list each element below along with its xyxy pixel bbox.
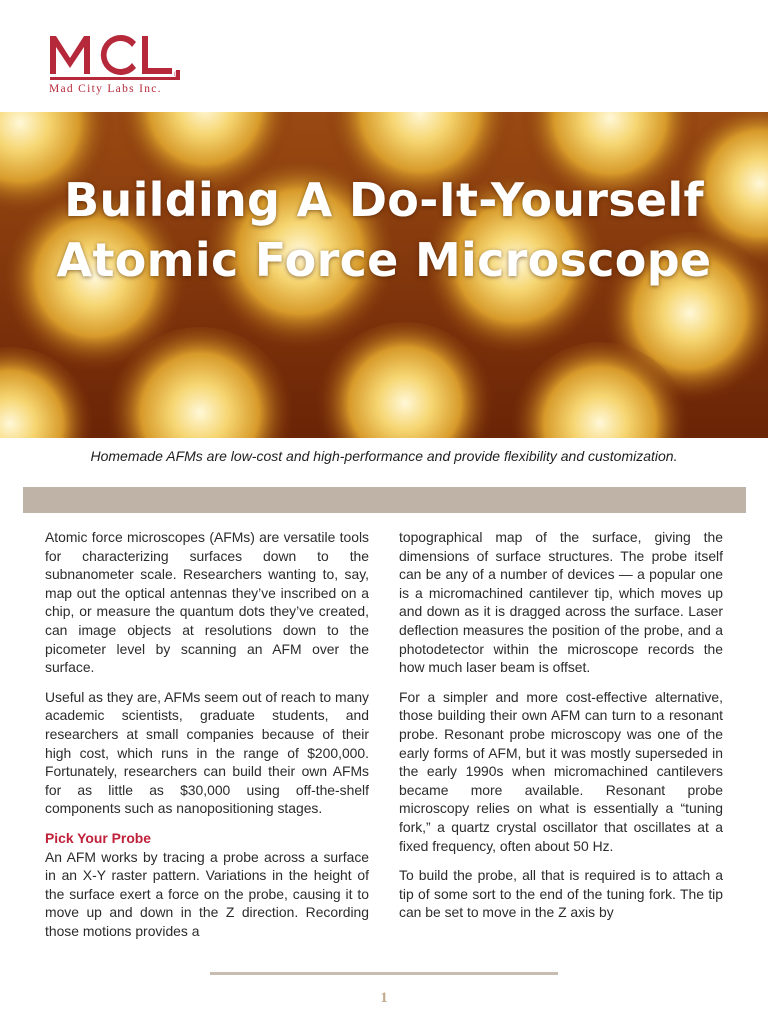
company-name: Mad City Labs Inc. <box>49 83 162 95</box>
paragraph: To build the probe, all that is required is to attach a tip of some sort to the end of the tuning fork. The tip can be set to move in the Z axis by <box>399 867 723 921</box>
paragraph: An AFM works by tracing a probe across a surface in an X-Y raster pattern. Variations in the height of the surface exert a force on the probe, causing it to move up and down in the Z direction. Recording those motions provides a <box>45 848 369 939</box>
title-line-2: Atomic Force Microscope <box>56 233 712 287</box>
paragraph: topographical map of the surface, giving the dimensions of surface structures. The probe itself can be any of a number of devices — a popular one is a micromachined cantilever tip, which moves up and down as it is dragged across the surface. Laser deflection measures the position of the probe, and a photodetector within the microscope records the how much laser beam is offset. <box>399 529 723 676</box>
left-column <box>45 528 369 940</box>
page-number: 1 <box>380 990 388 1006</box>
title-line-1: Building A Do-It-Yourself <box>64 173 704 227</box>
mcl-logo-mark <box>48 30 188 80</box>
right-column <box>399 528 723 922</box>
footer-rule <box>210 972 558 975</box>
paragraph: Useful as they are, AFMs seem out of reach to many academic scientists, graduate students, and researchers at small companies because of their high cost, which runs in the range of $200,000. Fortunately, researchers can build their own AFMs for as little as $30,000 using off-the-shelf components such as nanopositioning stages. <box>45 688 369 817</box>
document-title <box>0 170 768 290</box>
company-logo <box>48 30 188 100</box>
registered-mark: ® <box>174 70 180 79</box>
paragraph: Atomic force microscopes (AFMs) are versatile tools for characterizing surfaces down to the subnanometer scale. Researchers wanting to, say, map out the optical antennas they’ve inscribed on a chip, or measure the quantum dots they’ve created, can image objects at resolutions down to the picometer level by scanning an AFM over the surface. <box>45 529 369 676</box>
hero-banner <box>0 112 768 438</box>
paragraph: For a simpler and more cost-effective alternative, those building their own AFM can turn to a resonant probe. Resonant probe microscopy was one of the early forms of AFM, but it was mostly superseded in the early 1990s when micromachined cantilevers became more available. Resonant probe microscopy relies on what is essentially a “tuning fork,” a quartz crystal oscillator that oscillates at a fixed frequency, often about 50 Hz. <box>399 688 723 854</box>
section-heading: Pick Your Probe <box>45 829 152 846</box>
subtitle: Homemade AFMs are low-cost and high-performance and provide flexibility and customization. <box>90 448 678 464</box>
divider-band <box>23 487 746 513</box>
